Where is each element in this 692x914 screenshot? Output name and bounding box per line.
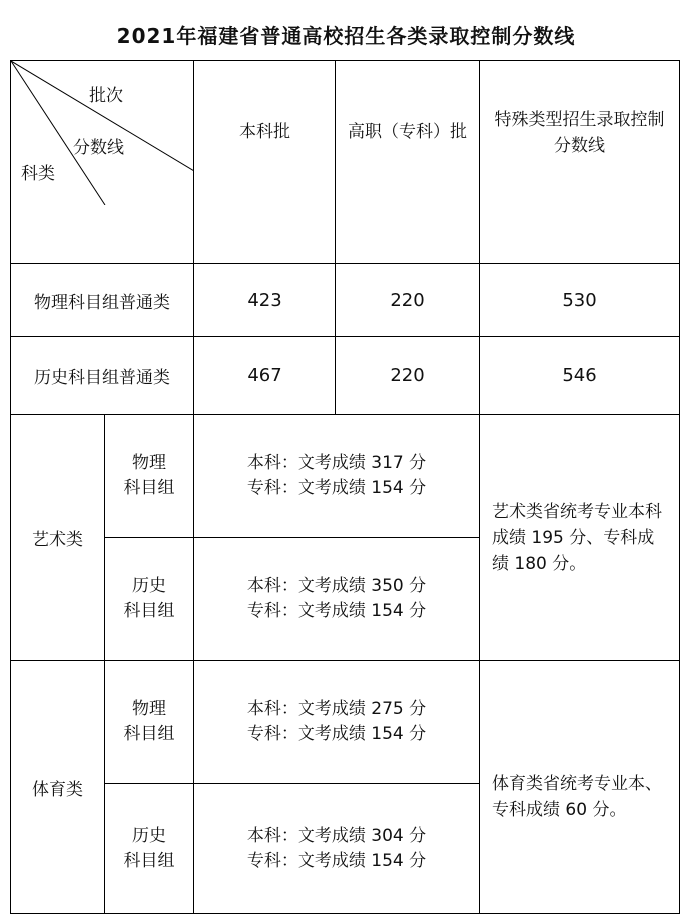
physics-gaozhi-score: 220 — [336, 264, 480, 337]
physics-benke-score: 423 — [194, 264, 336, 337]
art-category-label: 艺术类 — [11, 415, 105, 661]
history-benke-score: 467 — [194, 337, 336, 415]
art-physics-group-line2: 科目组 — [123, 478, 175, 498]
diag-label-batch: 批次 — [89, 86, 123, 106]
table-header-row — [11, 61, 680, 264]
score-table — [10, 60, 680, 914]
sport-physics-zhuanke: 专科：文考成绩 154 分 — [246, 724, 427, 744]
art-history-zhuanke: 专科：文考成绩 154 分 — [246, 601, 427, 621]
diagonal-header-cell — [11, 61, 194, 264]
sport-physics-group-label — [105, 661, 194, 784]
col-header-gaozhi: 高职（专科）批 — [336, 61, 480, 264]
art-history-benke: 本科：文考成绩 350 分 — [246, 576, 427, 596]
art-history-scores — [194, 538, 480, 661]
art-physics-benke: 本科：文考成绩 317 分 — [246, 453, 427, 473]
art-history-group-line1: 历史 — [132, 576, 166, 596]
table-row — [11, 264, 680, 337]
sport-history-group-line1: 历史 — [132, 825, 166, 846]
diag-label-score: 分数线 — [73, 138, 124, 158]
sport-history-benke: 本科：文考成绩 304 分 — [246, 825, 427, 846]
sport-physics-benke: 本科：文考成绩 275 分 — [246, 699, 427, 719]
table-row — [11, 661, 680, 784]
col-header-benke: 本科批 — [194, 61, 336, 264]
physics-special-score: 530 — [480, 264, 680, 337]
table-row — [11, 337, 680, 415]
page-title: 2021年福建省普通高校招生各类录取控制分数线 — [116, 24, 576, 48]
art-physics-group-label — [105, 415, 194, 538]
sport-physics-group-line1: 物理 — [132, 699, 166, 719]
row-label-history: 历史科目组普通类 — [11, 337, 194, 415]
sport-history-group-line2: 科目组 — [123, 850, 175, 871]
col-header-special: 特殊类型招生录取控制分数线 — [480, 61, 680, 264]
sport-note: 体育类省统考专业本、专科成绩 60 分。 — [480, 661, 680, 914]
sport-history-zhuanke: 专科：文考成绩 154 分 — [246, 850, 427, 871]
table-row — [11, 415, 680, 538]
art-physics-zhuanke: 专科：文考成绩 154 分 — [246, 478, 427, 498]
sport-category-label: 体育类 — [11, 661, 105, 914]
row-label-physics: 物理科目组普通类 — [11, 264, 194, 337]
sport-history-group-label — [105, 784, 194, 914]
history-special-score: 546 — [480, 337, 680, 415]
art-history-group-label — [105, 538, 194, 661]
history-gaozhi-score: 220 — [336, 337, 480, 415]
sport-physics-group-line2: 科目组 — [123, 724, 175, 744]
sport-history-scores — [194, 784, 480, 914]
art-history-group-line2: 科目组 — [123, 601, 175, 621]
art-physics-scores — [194, 415, 480, 538]
art-physics-group-line1: 物理 — [132, 453, 166, 473]
sport-physics-scores — [194, 661, 480, 784]
diag-label-category: 科类 — [21, 164, 55, 184]
art-note: 艺术类省统考专业本科成绩 195 分、专科成绩 180 分。 — [480, 415, 680, 661]
